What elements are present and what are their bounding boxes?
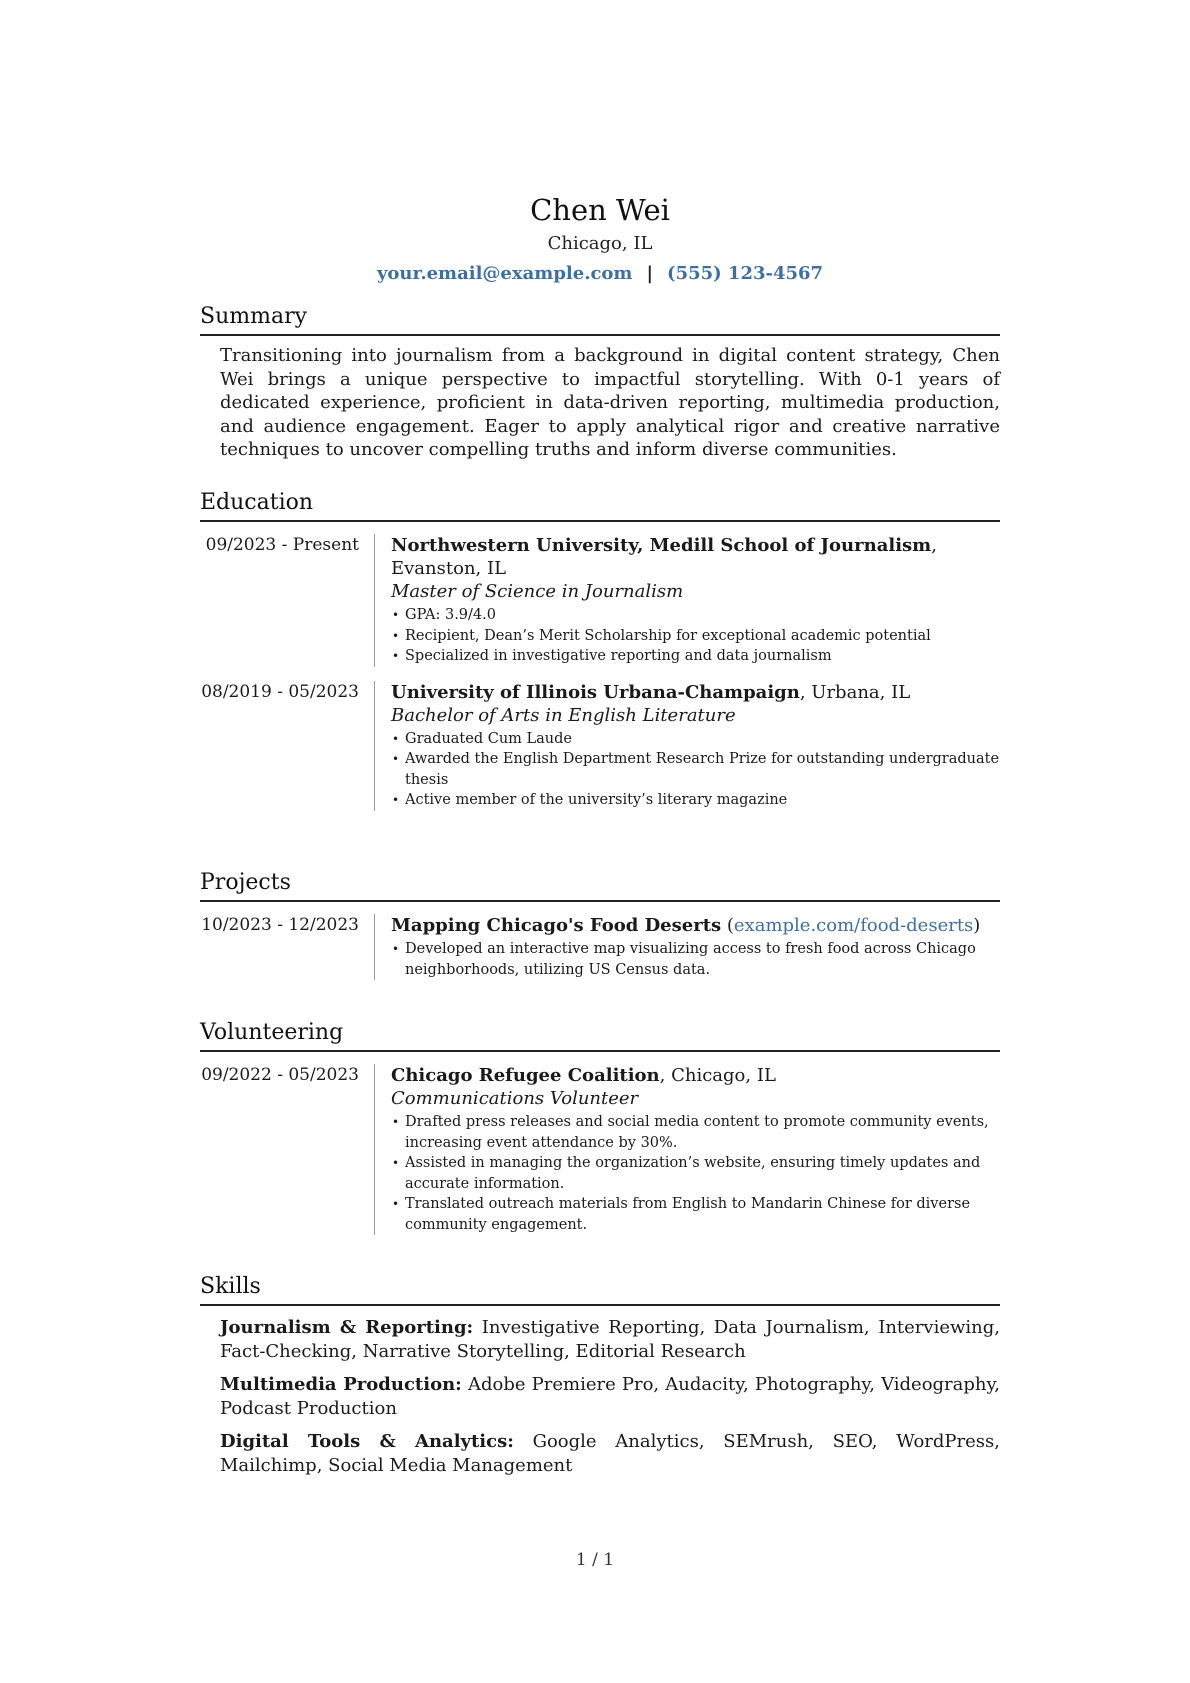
institution-location: , Evanston, IL <box>391 535 937 579</box>
bullet-item: • Graduated Cum Laude <box>391 729 1000 750</box>
bullet-item: • Assisted in managing the organization’s website, ensuring timely updates and accurate information. <box>391 1153 1000 1194</box>
institution-name: Northwestern University, Medill School of Journalism <box>391 535 932 556</box>
entry-bullets <box>391 939 1000 980</box>
skill-label: Journalism & Reporting: <box>220 1317 474 1338</box>
projects-section <box>200 868 1000 980</box>
organization-name: Chicago Refugee Coalition <box>391 1065 660 1086</box>
entry-heading <box>391 534 1000 580</box>
entry-heading <box>391 1064 1000 1087</box>
education-entry <box>200 534 1000 667</box>
entry-date: 09/2023 - Present <box>200 534 375 667</box>
paren-open: ( <box>721 915 734 936</box>
bullet-item: • Translated outreach materials from English to Mandarin Chinese for diverse community engagement. <box>391 1194 1000 1235</box>
contact-line <box>200 260 1000 288</box>
entry-body <box>375 1064 1000 1235</box>
section-title-summary: Summary <box>200 302 1000 336</box>
skills-section <box>200 1272 1000 1477</box>
entry-body <box>375 914 1000 980</box>
institution-name: University of Illinois Urbana-Champaign <box>391 681 800 703</box>
institution-location: , Urbana, IL <box>799 681 911 703</box>
volunteer-role: Communications Volunteer <box>391 1088 639 1109</box>
summary-text: Transitioning into journalism from a background in digital content strategy, Chen Wei brings a unique perspective to impactful storytelling. With 0-1 years of dedicated experience, proficient in data-driven reporting, multimedia production, and audience engagement. Eager to apply analytical rigor and creative narrative techniques to uncover compelling truths and inform diverse communities. <box>220 345 1000 460</box>
bullet-item: • Active member of the university’s literary magazine <box>391 790 1000 811</box>
email-link[interactable]: your.email@example.com <box>376 263 633 284</box>
entry-heading <box>391 914 1000 937</box>
entry-bullets <box>391 605 1000 667</box>
bullet-item: • GPA: 3.9/4.0 <box>391 605 1000 626</box>
skill-group <box>220 1373 1000 1420</box>
degree-title: Master of Science in Journalism <box>391 581 684 602</box>
skill-group <box>220 1316 1000 1363</box>
volunteering-section <box>200 1018 1000 1235</box>
education-section <box>200 488 1000 811</box>
project-name: Mapping Chicago's Food Deserts <box>391 915 722 936</box>
section-title-education: Education <box>200 488 1000 522</box>
skill-items: Adobe Premiere Pro, Audacity, Photography, Videography, Podcast Production <box>220 1374 1000 1419</box>
summary-section <box>200 302 1000 462</box>
skill-label: Multimedia Production: <box>220 1374 462 1395</box>
skill-items: Investigative Reporting, Data Journalism, Interviewing, Fact-Checking, Narrative Storytelling, Editorial Research <box>220 1317 1000 1362</box>
entry-date: 09/2022 - 05/2023 <box>200 1064 375 1235</box>
phone-link[interactable]: (555) 123-4567 <box>667 263 824 284</box>
entry-bullets <box>391 729 1000 811</box>
contact-separator: | <box>646 263 654 284</box>
project-entry <box>200 914 1000 980</box>
skill-items: Google Analytics, SEMrush, SEO, WordPress, Mailchimp, Social Media Management <box>220 1431 1000 1476</box>
bullet-item: • Specialized in investigative reporting and data journalism <box>391 646 1000 667</box>
skill-group <box>220 1430 1000 1477</box>
candidate-location: Chicago, IL <box>547 233 653 254</box>
education-entry <box>200 681 1000 811</box>
resume-header <box>200 190 1000 288</box>
skill-label: Digital Tools & Analytics: <box>220 1431 514 1452</box>
degree-title: Bachelor of Arts in English Literature <box>391 704 736 726</box>
project-link[interactable]: example.com/food-deserts <box>733 915 974 936</box>
section-title-volunteering: Volunteering <box>200 1018 1000 1052</box>
paren-close: ) <box>973 915 981 936</box>
entry-bullets <box>391 1112 1000 1235</box>
section-title-skills: Skills <box>200 1272 1000 1306</box>
bullet-item: • Recipient, Dean’s Merit Scholarship for exceptional academic potential <box>391 626 1000 647</box>
entry-date: 08/2019 - 05/2023 <box>200 681 375 811</box>
volunteering-entry <box>200 1064 1000 1235</box>
entry-body <box>375 681 1000 811</box>
bullet-item: • Awarded the English Department Research Prize for outstanding undergraduate thesis <box>391 749 1000 790</box>
candidate-name: Chen Wei <box>530 193 670 227</box>
bullet-item: • Developed an interactive map visualizing access to fresh food across Chicago neighborhoods, utilizing US Census data. <box>391 939 1000 980</box>
entry-heading <box>391 681 1000 704</box>
entry-body <box>375 534 1000 667</box>
bullet-item: • Drafted press releases and social media content to promote community events, increasing event attendance by 30%. <box>391 1112 1000 1153</box>
entry-date: 10/2023 - 12/2023 <box>200 914 375 980</box>
organization-location: , Chicago, IL <box>659 1065 776 1086</box>
page-indicator: 1 / 1 <box>575 1550 615 1570</box>
section-title-projects: Projects <box>200 868 1000 902</box>
